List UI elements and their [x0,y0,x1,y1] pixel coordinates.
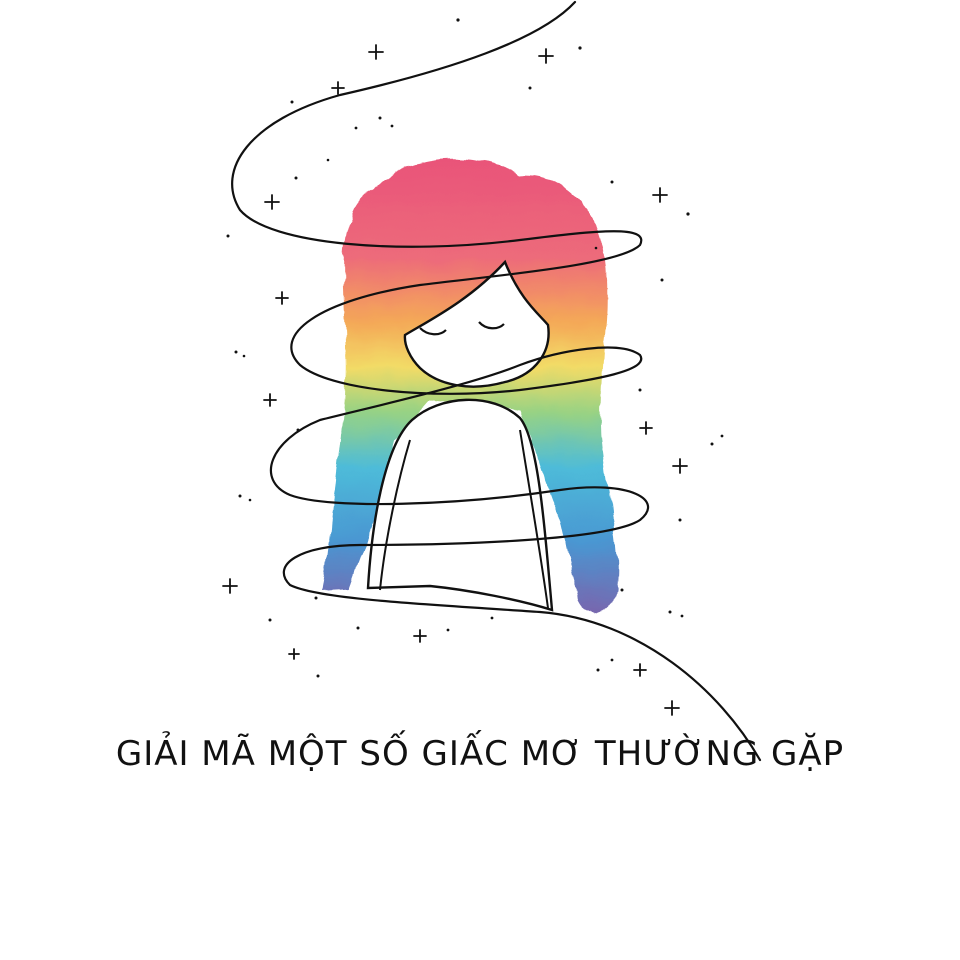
page-title: GIẢI MÃ MỘT SỐ GIẤC MƠ THƯỜNG GẶP [115,734,845,774]
